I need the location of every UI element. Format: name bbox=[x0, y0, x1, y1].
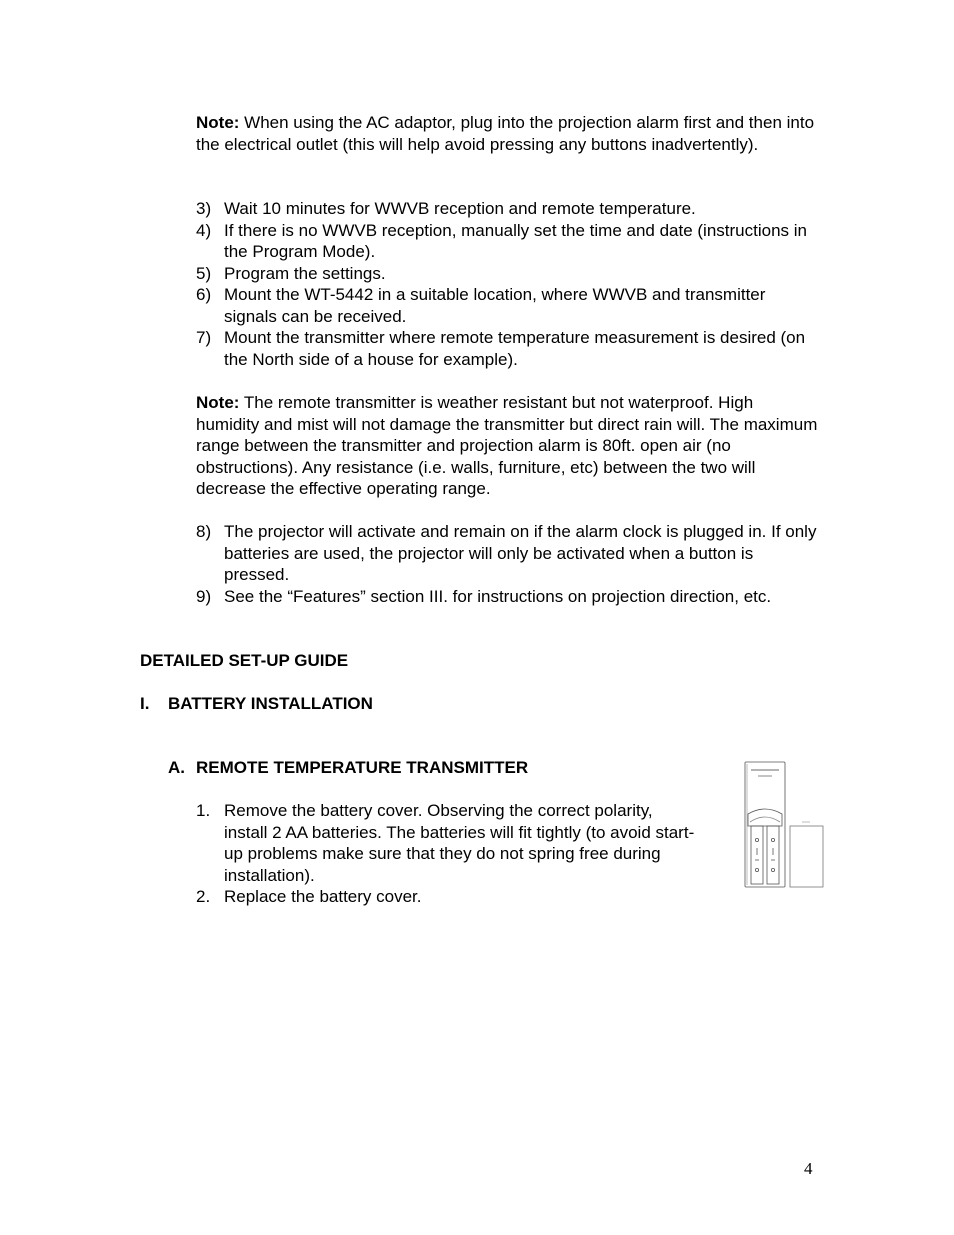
step-text: Wait 10 minutes for WWVB reception and remote temperature. bbox=[224, 199, 696, 218]
step-text: If there is no WWVB reception, manually set the time and date (instructions in the Program Mode). bbox=[224, 220, 807, 261]
subsection-marker: A. bbox=[168, 758, 185, 777]
list-item bbox=[196, 284, 821, 327]
list-item bbox=[196, 198, 821, 220]
heading-remote-temperature-transmitter bbox=[168, 757, 528, 779]
battery-compartment-top bbox=[748, 809, 782, 826]
note-text: The remote transmitter is weather resistant but not waterproof. High humidity and mist will not damage the transmitter but direct rain will. The maximum range between the transmitter and projection alarm is 80ft. open air (no obstructions). Any resistance (i.e. walls, furniture, etc) between the two will decrease the effective operating range. bbox=[196, 393, 818, 498]
step-number: 5) bbox=[196, 263, 212, 283]
battery-steps-list bbox=[196, 800, 696, 908]
step-number: 3) bbox=[196, 199, 212, 218]
step-number: 8) bbox=[196, 522, 212, 541]
step-number: 4) bbox=[196, 220, 212, 240]
step-number: 1. bbox=[196, 801, 211, 820]
step-number: 7) bbox=[196, 328, 212, 347]
note-weather-resistance bbox=[196, 392, 821, 500]
list-item bbox=[196, 327, 821, 370]
step-text: Mount the transmitter where remote temperature measurement is desired (on the North side of a house for example). bbox=[224, 328, 806, 369]
note-ac-adaptor bbox=[196, 112, 821, 155]
transmitter-illustration bbox=[742, 760, 826, 890]
list-item bbox=[196, 263, 821, 285]
note-text: When using the AC adaptor, plug into the projection alarm first and then into the electrical outlet (this will help avoid pressing any buttons inadvertently). bbox=[196, 113, 815, 154]
list-item bbox=[196, 800, 696, 886]
projector-steps-list bbox=[196, 521, 821, 607]
step-text: See the “Features” section III. for instructions on projection direction, etc. bbox=[224, 586, 772, 606]
step-number: 2. bbox=[196, 887, 211, 906]
list-item bbox=[196, 886, 696, 908]
step-number: 9) bbox=[196, 586, 212, 606]
page-number: 4 bbox=[804, 1159, 813, 1178]
heading-battery-installation bbox=[140, 693, 373, 715]
note-label: Note: bbox=[196, 113, 240, 132]
setup-steps-list bbox=[196, 198, 821, 370]
list-item bbox=[196, 586, 821, 608]
list-item bbox=[196, 521, 821, 586]
note-label: Note: bbox=[196, 393, 240, 412]
step-text: Replace the battery cover. bbox=[224, 887, 422, 906]
step-text: Remove the battery cover. Observing the correct polarity, install 2 AA batteries. The batteries will fit tightly (to avoid start-up problems make sure that they do not spring free during installation). bbox=[224, 801, 695, 885]
battery-cover bbox=[790, 826, 823, 887]
step-text: Mount the WT-5442 in a suitable location, where WWVB and transmitter signals can be received. bbox=[224, 285, 766, 326]
step-text: The projector will activate and remain on if the alarm clock is plugged in. If only batteries are used, the projector will only be activated when a button is pressed. bbox=[224, 522, 817, 584]
list-item bbox=[196, 220, 821, 263]
step-number: 6) bbox=[196, 285, 212, 304]
section-title: BATTERY INSTALLATION bbox=[168, 694, 373, 713]
heading-detailed-setup-guide: DETAILED SET-UP GUIDE bbox=[140, 651, 349, 670]
section-marker: I. bbox=[140, 694, 150, 713]
step-text: Program the settings. bbox=[224, 263, 386, 283]
subsection-title: REMOTE TEMPERATURE TRANSMITTER bbox=[196, 758, 529, 777]
